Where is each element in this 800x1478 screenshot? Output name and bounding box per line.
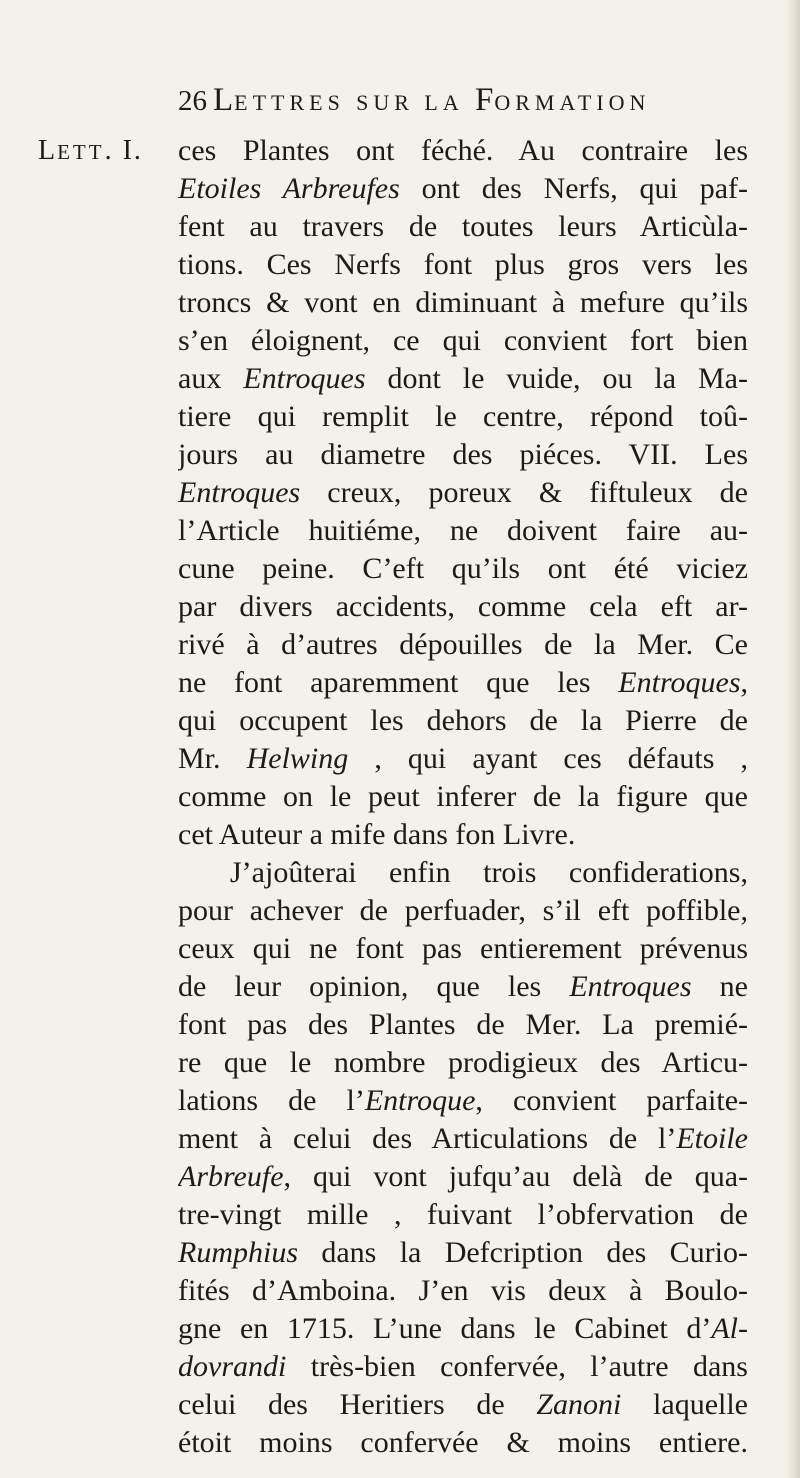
text-line: tions. Ces Nerfs font plus gros vers les xyxy=(178,248,748,281)
text-line: Entroques creux, poreux & fiftuleux de xyxy=(178,476,748,509)
text-line: fent au travers de toutes leurs Articùla- xyxy=(178,210,748,243)
text-line: s’en éloignent, ce qui convient fort bien xyxy=(178,324,748,357)
text-line: comme on le peut inferer de la figure que xyxy=(178,780,748,813)
page-edge xyxy=(786,0,800,1478)
text-line: ment à celui des Articulations de l’Etoile xyxy=(178,1122,748,1155)
text-line: l’Article huitiéme, ne doivent faire au- xyxy=(178,514,748,547)
text-line: gne en 1715. L’une dans le Cabinet d’Al- xyxy=(178,1312,748,1345)
text-line: qui occupent les dehors de la Pierre de xyxy=(178,704,748,737)
text-line: étoit moins confervée & moins entiere. xyxy=(178,1426,748,1459)
text-line: ceux qui ne font pas entierement prévenus xyxy=(178,932,748,965)
text-line: Rumphius dans la Defcription des Curio- xyxy=(178,1236,748,1269)
text-line: font pas des Plantes de Mer. La premié- xyxy=(178,1008,748,1041)
text-line: J’ajoûterai enfin trois confiderations, xyxy=(230,856,748,889)
text-line: dovrandi très-bien confervée, l’autre dans xyxy=(178,1350,748,1383)
text-line: jours au diametre des piéces. VII. Les xyxy=(178,438,748,471)
text-line: lations de l’Entroque, convient parfaite- xyxy=(178,1084,748,1117)
text-line: Etoiles Arbreufes ont des Nerfs, qui paf- xyxy=(178,172,748,205)
text-line: troncs & vont en diminuant à mefure qu’ils xyxy=(178,286,748,319)
text-line: Mr. Helwing , qui ayant ces défauts , xyxy=(178,742,748,775)
text-line: re que le nombre prodigieux des Articu- xyxy=(178,1046,748,1079)
text-line: fités d’Amboina. J’en vis deux à Boulo- xyxy=(178,1274,748,1307)
text-line: de leur opinion, que les Entroques ne xyxy=(178,970,748,1003)
text-line: ne font aparemment que les Entroques, xyxy=(178,666,748,699)
text-line: tre-vingt mille , fuivant l’obfervation de xyxy=(178,1198,748,1231)
text-line: Arbreufe, qui vont jufqu’au delà de qua- xyxy=(178,1160,748,1193)
running-head: 26 LETTRES SUR LA FORMATION xyxy=(178,82,651,118)
text-line: aux Entroques dont le vuide, ou la Ma- xyxy=(178,362,748,395)
text-line: pour achever de perfuader, s’il eft poffible, xyxy=(178,894,748,927)
text-line: par divers accidents, comme cela eft ar- xyxy=(178,590,748,623)
page-number: 26 xyxy=(178,85,207,117)
text-line: cet Auteur a mife dans fon Livre. xyxy=(178,818,576,851)
text-line: rivé à d’autres dépouilles de la Mer. Ce xyxy=(178,628,748,661)
text-line: cune peine. C’eft qu’ils ont été viciez xyxy=(178,552,748,585)
margin-note-letter: LETT. I. xyxy=(38,135,143,166)
text-line: celui des Heritiers de Zanoni laquelle xyxy=(178,1388,748,1421)
text-line: tiere qui remplit le centre, répond toû- xyxy=(178,400,748,433)
text-line: ces Plantes ont féché. Au contraire les xyxy=(178,134,748,167)
